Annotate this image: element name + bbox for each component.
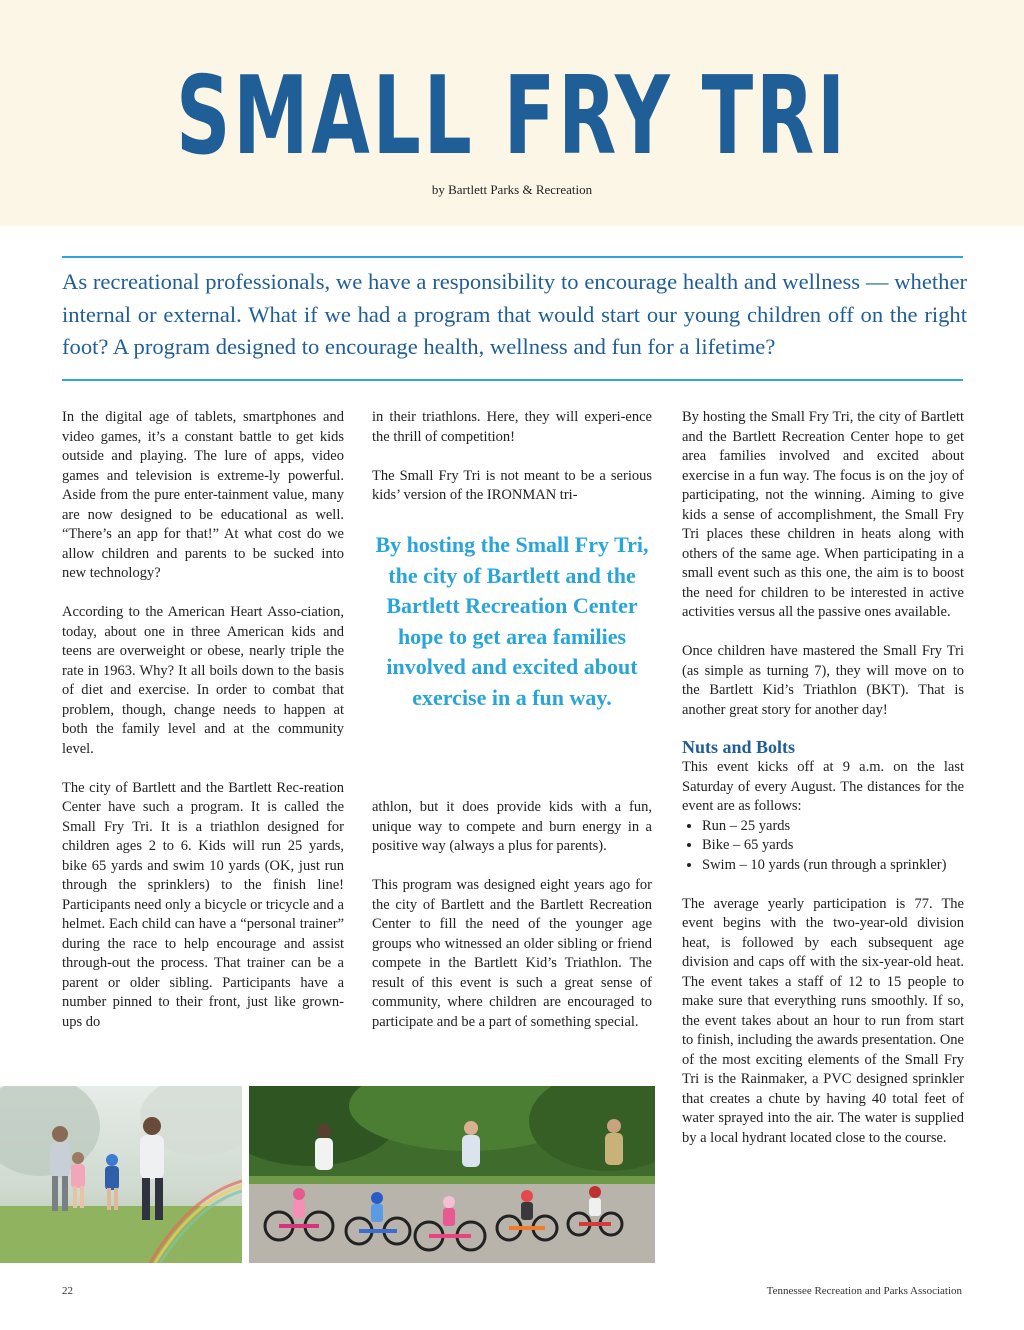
sprinkler-photo — [0, 1086, 242, 1263]
list-item: • Swim – 10 yards (run through a sprinkler) — [702, 856, 964, 876]
byline: by Bartlett Parks & Recreation — [431, 182, 593, 197]
col2-paragraph: This program was designed eight years ago for the city of Bartlett and the Bartlett Recreation Center to fill the need of the younger age groups who witnessed an older sibling or friend compete in the Bartlett Kid’s Triathlon. The result of this event is such a great sense of community, where children are encouraged to participate and be a part of something special. — [372, 877, 652, 1030]
column-1 — [62, 408, 344, 1032]
col1-paragraph: According to the American Heart Asso-ciation, today, about one in three American kids and teens are overweight or obese, nearly triple the rate in 1963. Why? It all boils down to the basis of diet and exercise. In order to combat that problem, though, change needs to happen at both the family level and at the community level. — [62, 604, 344, 757]
column-2-bottom — [372, 798, 652, 1032]
list-item: • Run – 25 yards — [702, 817, 964, 837]
column-3 — [682, 408, 964, 1148]
pull-quote: By hosting the Small Fry Tri, the city of Bartlett and the Bartlett Recreation Center hope to get area families involved and excited about exercise in a fun way. — [375, 532, 649, 710]
col3-paragraph: This event kicks off at 9 a.m. on the last Saturday of every August. The distances for the event are as follows: — [682, 759, 964, 814]
column-2-top — [372, 408, 652, 506]
bikes-photo — [249, 1086, 655, 1263]
article-title: SMALL FRY TRI — [176, 54, 848, 179]
col3-paragraph: By hosting the Small Fry Tri, the city of Bartlett and the Bartlett Recreation Center hope to get area families involved and excited about exercise in a fun way. The focus is on the joy of participating, not the winning. Aiming to give kids a sense of accomplishment, the Small Fry Tri places these children in heats along with others of the same age. When participating in a small event such as this one, the aim is to boost the need for children to be interested in active activities versus all the passive ones available. — [682, 409, 964, 620]
col2-paragraph: The Small Fry Tri is not meant to be a serious kids’ version of the IRONMAN tri- — [372, 467, 652, 503]
col3-paragraph: Once children have mastered the Small Fry Tri (as simple as turning 7), they will move on to the Bartlett Kid’s Triathlon (BKT). That is another great story for another day! — [682, 643, 964, 718]
list-item: • Bike – 65 yards — [702, 836, 964, 856]
lede-bottom-rule — [62, 379, 963, 381]
distance-list — [682, 817, 964, 876]
lede-paragraph: As recreational professionals, we have a responsibility to encourage health and wellness — whether internal or external. What if we had a program that would start our young children off on the right foot? A program designed to encourage health, wellness and fun for a lifetime? — [62, 269, 967, 359]
col3-paragraph: The average yearly participation is 77. The event begins with the two-year-old division heat, is followed by each subsequent age division and caps off with the six-year-old heat. The event takes a staff of 12 to 15 people to make sure that everything runs smoothly. If so, the event takes about an hour to run from start to finish, including the awards presentation. One of the most exciting elements of the Small Fry Tri is the Rainmaker, a PVC designed sprinkler that creates a chute by having 40 total feet of water sprayed into the air. The water is supplied by a local hydrant located close to the course. — [682, 895, 964, 1146]
publication-name: Tennessee Recreation and Parks Association — [766, 1285, 962, 1297]
lede-top-rule — [62, 256, 963, 258]
col1-paragraph: The city of Bartlett and the Bartlett Rec-reation Center have such a program. It is called the Small Fry Tri. It is a triathlon designed for children ages 2 to 6. Kids will run 25 yards, bike 65 yards and swim 10 yards (OK, just run through the sprinklers) to the finish line! Participants need only a bicycle or tricycle and a helmet. Each child can have a “personal trainer” during the race to help encourage and assist through-out the process. That trainer can be a parent or older sibling. Participants have a number pinned to their front, just like grown-ups do — [62, 779, 344, 1030]
page-number: 22 — [62, 1285, 73, 1297]
col2-paragraph: in their triathlons. Here, they will experi-ence the thrill of competition! — [372, 409, 652, 445]
section-heading-nuts-and-bolts: Nuts and Bolts — [682, 737, 796, 757]
col1-paragraph: In the digital age of tablets, smartphones and video games, it’s a constant battle to get kids outside and playing. The lure of apps, video games and television is extreme-ly powerful. Aside from the pure enter-tainment value, many are now designed to be educational as well. “There’s an app for that!” At what cost do we allow children and parents to be sucked into new technology? — [62, 409, 344, 581]
col2-paragraph: athlon, but it does provide kids with a fun, unique way to compete and burn energy in a positive way (always a plus for parents). — [372, 799, 652, 854]
